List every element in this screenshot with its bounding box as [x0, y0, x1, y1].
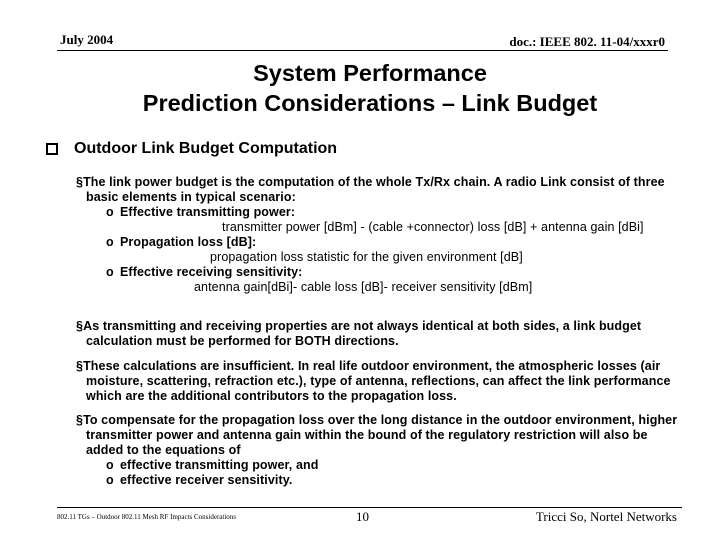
list-item [76, 235, 686, 250]
circle-bullet-icon: o [106, 235, 114, 249]
paragraph-insufficient [76, 359, 686, 404]
header-divider [57, 50, 668, 51]
slide-title-line2: Prediction Considerations – Link Budget [142, 90, 598, 116]
circle-bullet-icon: o [106, 458, 114, 472]
paragraph-both-directions [76, 319, 686, 349]
list-item [76, 458, 686, 473]
paragraph-compensate [76, 413, 686, 488]
p4-text: To compensate for the propagation loss over the long distance in the outdoor environment, higher transmitter power and antenna gain within the bound of the regulatory restriction will also be added to the equations of [83, 413, 678, 457]
circle-bullet-icon: o [106, 205, 114, 219]
header-date: July 2004 [60, 32, 114, 47]
circle-bullet-icon: o [106, 265, 114, 279]
slide-title [0, 58, 720, 118]
item-detail: antenna gain[dBi]- cable loss [dB]- receiver sensitivity [dBm] [194, 280, 533, 294]
footer-divider [57, 507, 682, 508]
p2-wrap: §As transmitting and receiving properties are not always identical at both sides, a link budget calculation must be performed for BOTH directions. [76, 319, 642, 348]
paragraph-link-budget-text: §The link power budget is the computation of the whole Tx/Rx chain. A radio Link consist of three basic elements in typical scenario: [76, 175, 665, 204]
item-label: Effective transmitting power: [120, 205, 296, 219]
p4-wrap: §To compensate for the propagation loss over the long distance in the outdoor environment, higher transmitter power and antenna gain within the bound of the regulatory restriction will also be added to the equations of [76, 413, 678, 457]
item-label: effective transmitting power, and [120, 458, 319, 472]
main-bullet-text: Outdoor Link Budget Computation [74, 140, 338, 157]
paragraph-link-budget [76, 175, 686, 295]
item-label: Effective receiving sensitivity: [120, 265, 303, 279]
item-label: effective receiver sensitivity. [120, 473, 293, 487]
item-detail: propagation loss statistic for the given environment [dB] [210, 250, 523, 264]
checkbox-bullet-icon [46, 143, 58, 155]
circle-bullet-icon: o [106, 473, 114, 487]
p2-text: As transmitting and receiving properties are not always identical at both sides, a link budget calculation must be performed for BOTH directions. [83, 319, 642, 348]
item-label: Propagation loss [dB]: [120, 235, 257, 249]
page-number: 10 [356, 509, 369, 524]
item-detail: transmitter power [dBm] - (cable +connector) loss [dB] + antenna gain [dBi] [222, 220, 644, 234]
list-item [76, 205, 686, 220]
footer-title: 802.11 TGs – Outdoor 802.11 Mesh RF Impacts Considerations [57, 513, 237, 521]
p3-text: These calculations are insufficient. In real life outdoor environment, the atmospheric losses (air moisture, scattering, refraction etc.), type of antenna, reflections, can affect the link performance which are the additional contributors to the propagation loss. [83, 359, 671, 403]
p3-wrap: §These calculations are insufficient. In real life outdoor environment, the atmospheric losses (air moisture, scattering, refraction etc.), type of antenna, reflections, can affect the link performance which are the additional contributors to the propagation loss. [76, 359, 671, 403]
p1-text: The link power budget is the computation of the whole Tx/Rx chain. A radio Link consist of three basic elements in typical scenario: [83, 175, 665, 204]
list-item [76, 265, 686, 280]
header-doc-id: doc.: IEEE 802. 11-04/xxxr0 [509, 34, 665, 49]
list-item [76, 473, 686, 488]
main-bullet-row [46, 140, 337, 158]
footer-author: Tricci So, Nortel Networks [535, 509, 677, 524]
slide-title-line1: System Performance [253, 60, 487, 86]
